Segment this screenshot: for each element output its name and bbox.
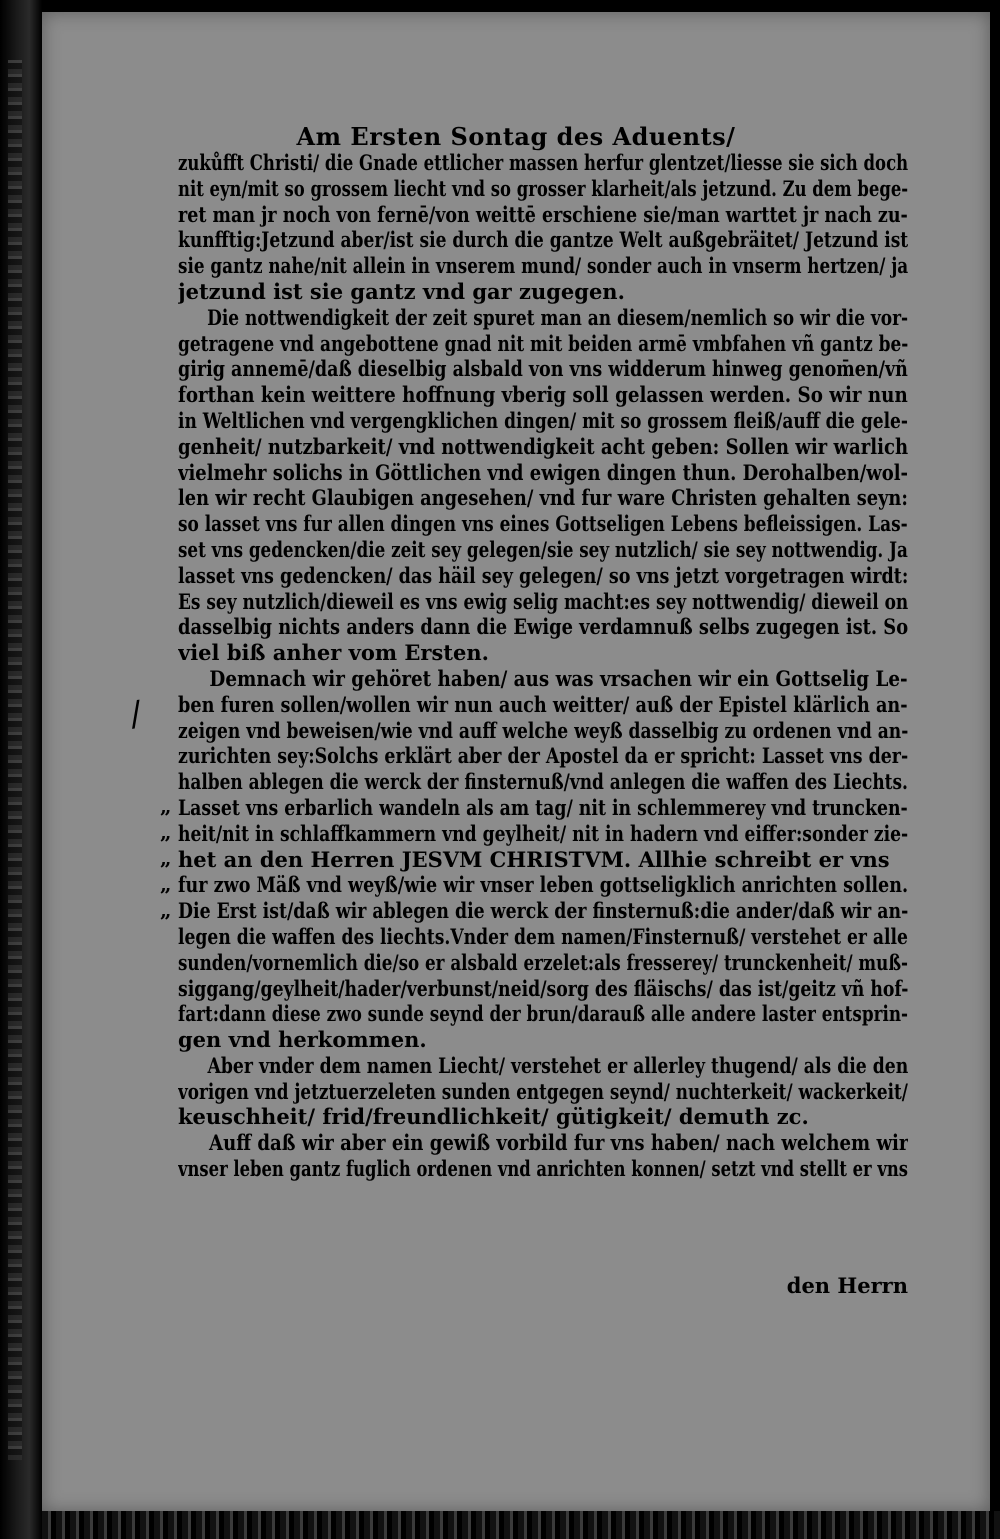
- text-line: girig annemē/daß dieselbig alsbald von vns widderum hinweg genom̄en/vñ: [178, 356, 908, 382]
- text-line: ben furen sollen/wollen wir nun auch weitter/ auß der Epistel klärlich an-: [178, 691, 908, 717]
- text-line: sie gantz nahe/nit allein in vnserem mund/ sonder auch in vnserm hertzen/ ja: [178, 253, 909, 279]
- text-line: fur zwo Mäß vnd weyß/wie wir vnser leben gottseligklich anrichten sollen.: [178, 872, 908, 898]
- body-text: [178, 150, 908, 1182]
- text-line: zukůfft Christi/ die Gnade ettlicher massen herfur glentzet/liesse sie sich doch: [178, 150, 908, 175]
- quote-mark: „: [160, 820, 172, 844]
- running-head: Am Ersten Sontag des Aduents/: [296, 122, 736, 151]
- quote-mark: „: [160, 872, 172, 896]
- text-line: legen die waffen des liechts.Vnder dem namen/Finsternuß/ verstehet er alle: [178, 923, 908, 949]
- text-line: heit/nit in schlaffkammern vnd geylheit/ nit in hadern vnd eiffer:sonder zie-: [178, 820, 909, 846]
- text-line: vielmehr solichs in Göttlichen vnd ewigen dingen thun. Derohalben/wol-: [178, 459, 908, 485]
- text-line: so lasset vns fur allen dingen vns eines Gottseligen Lebens befleissigen. Las-: [178, 511, 908, 537]
- quote-mark: „: [160, 846, 172, 870]
- text-line: jetzund ist sie gantz vnd gar zugegen.: [178, 278, 625, 304]
- text-line: vorigen vnd jetztuerzeleten sunden entgegen seynd/ nuchterkeit/ wackerkeit/: [178, 1078, 908, 1104]
- text-line: genheit/ nutzbarkeit/ vnd nottwendigkeit acht geben: Sollen wir warlich: [178, 433, 908, 459]
- paragraph: [178, 150, 908, 305]
- text-line: viel biß anher vom Ersten.: [178, 640, 489, 666]
- text-line: sunden/vornemlich die/so er alsbald erzelet:als fresserey/ trunckenheit/ muß-: [178, 949, 908, 975]
- text-line: fart:dann diese zwo sunde seynd der brun/darauß alle andere laster entsprin-: [178, 1001, 909, 1027]
- text-line: Es sey nutzlich/dieweil es vns ewig selig macht:es sey nottwendig/ dieweil on: [178, 588, 908, 614]
- text-line: set vns gedencken/die zeit sey gelegen/sie sey nutzlich/ sie sey nottwendig. Ja: [178, 536, 908, 562]
- paragraph: [178, 666, 908, 1053]
- text-line: Lasset vns erbarlich wandeln als am tag/ nit in schlemmerey vnd truncken-: [178, 794, 908, 820]
- text-line: Demnach wir gehöret haben/ aus was vrsachen wir ein Gottselig Le-: [209, 665, 908, 691]
- text-line: halben ablegen die werck der finsternuß/vnd anlegen die waffen des Liechts.: [178, 769, 908, 795]
- quote-mark: „: [160, 898, 172, 922]
- text-line: len wir recht Glaubigen angesehen/ vnd fur ware Christen gehalten seyn:: [178, 485, 908, 511]
- paragraph: [178, 305, 908, 666]
- text-line: gen vnd herkommen.: [178, 1027, 427, 1053]
- paragraph: [178, 1053, 908, 1130]
- text-line: zurichten sey:Solchs erklärt aber der Apostel da er spricht: Lasset vns der-: [178, 743, 909, 769]
- text-line: zeigen vnd beweisen/wie vnd auff welche weyß dasselbig zu ordenen vnd an-: [178, 717, 908, 743]
- text-line: het an den Herren JESVM CHRISTVM. Allhie schreibt er vns: [178, 846, 890, 872]
- text-line: Auff daß wir aber ein gewiß vorbild fur vns haben/ nach welchem wir: [209, 1130, 909, 1156]
- text-line: siggang/geylheit/hader/verbunst/neid/sorg des fläischs/ das ist/geitz vñ hof-: [178, 975, 909, 1001]
- binding-gutter: [0, 0, 42, 1539]
- text-line: keuschheit/ frid/freundlichkeit/ gütigkeit/ demuth zc.: [178, 1104, 809, 1130]
- catchword: den Herrn: [786, 1273, 908, 1298]
- text-line: ret man jr noch von fernē/von weittē erschiene sie/man warttet jr nach zu-: [178, 201, 908, 227]
- text-line: in Weltlichen vnd vergengklichen dingen/ mit so grossem fleiß/auff die gele-: [178, 407, 908, 433]
- text-line: Aber vnder dem namen Liecht/ verstehet er allerley thugend/ als die den: [207, 1052, 908, 1078]
- text-line: getragene vnd angebottene gnad nit mit beiden armē vmbfahen vñ gantz be-: [178, 330, 908, 356]
- text-line: dasselbig nichts anders dann die Ewige verdamnuß selbs zugegen ist. So: [178, 614, 908, 640]
- margin-mark: /: [127, 693, 145, 735]
- text-line: Die Erst ist/daß wir ablegen die werck der finsternuß:die ander/daß wir an-: [178, 898, 908, 924]
- quote-mark: „: [160, 794, 172, 818]
- paragraph: [178, 1130, 908, 1182]
- text-line: kunfftig:Jetzund aber/ist sie durch die gantze Welt außgebräitet/ Jetzund ist: [178, 227, 908, 253]
- text-line: lasset vns gedencken/ das häil sey gelegen/ so vns jetzt vorgetragen wirdt:: [178, 562, 909, 588]
- page-bottom-edge: [42, 1511, 1000, 1539]
- text-line: Die nottwendigkeit der zeit spuret man an diesem/nemlich so wir die vor-: [207, 304, 908, 330]
- text-line: nit eyn/mit so grossem liecht vnd so grosser klarheit/als jetzund. Zu dem bege-: [178, 175, 909, 201]
- text-line: forthan kein weittere hoffnung vberig soll gelassen werden. So wir nun: [178, 382, 908, 408]
- text-line: vnser leben gantz fuglich ordenen vnd anrichten konnen/ setzt vnd stellt er vns: [178, 1156, 908, 1182]
